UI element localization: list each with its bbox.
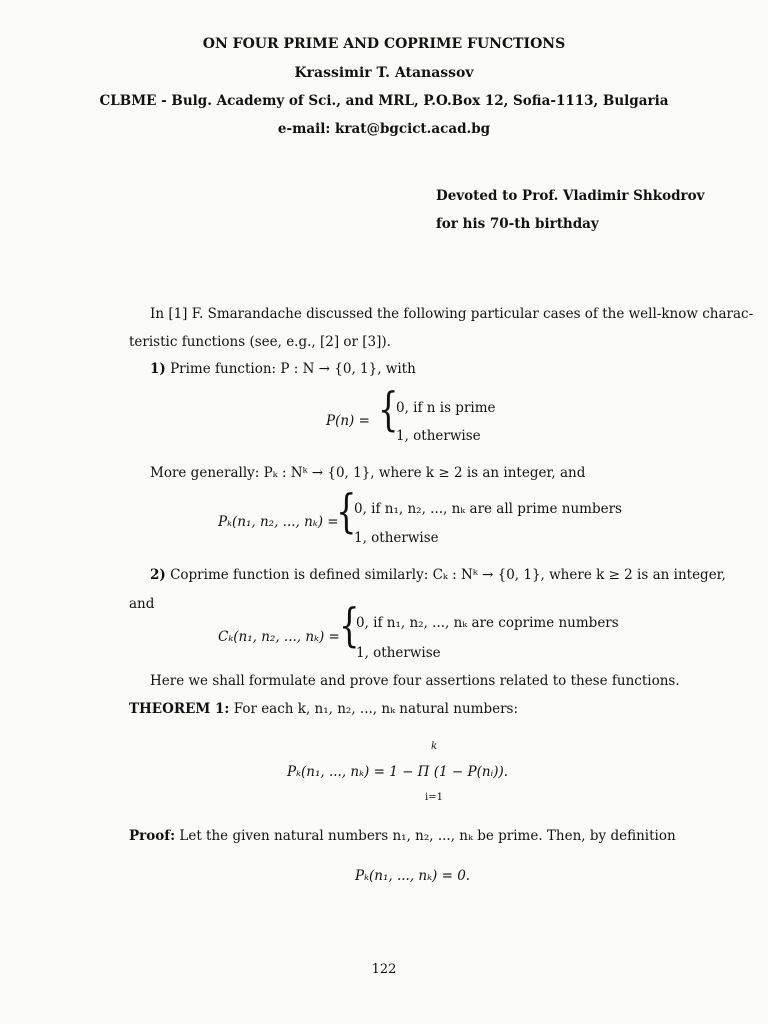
paper-title: ON FOUR PRIME AND COPRIME FUNCTIONS [202,36,566,52]
page-number: 122 [371,962,397,977]
item-2 [150,567,726,583]
intro-line-2: teristic functions (see, e.g., [2] or [3]). [129,334,391,350]
dedication-line-1: Devoted to Prof. Vladimir Shkodrov [436,188,705,204]
eq3-brace: { [339,598,360,652]
eq2-case-1: 0, if n₁, n₂, ..., nₖ are all prime numbers [354,501,622,517]
here-text: Here we shall formulate and prove four assertions related to these functions. [150,673,680,689]
author-email: e-mail: krat@bgcict.acad.bg [277,121,491,137]
theorem-label: THEOREM 1: [129,701,230,717]
eq3-case-2: 1, otherwise [356,645,441,661]
eq2-brace: { [336,484,357,538]
dedication-line-2: for his 70-th birthday [436,216,599,232]
author-affiliation: CLBME - Bulg. Academy of Sci., and MRL, P.O.Box 12, Sofia-1113, Bulgaria [99,93,669,109]
author-name: Krassimir T. Atanassov [294,65,474,81]
eq2-lhs: Pₖ(n₁, n₂, ..., nₖ) = [218,514,339,530]
eq4-main: Pₖ(n₁, ..., nₖ) = 1 − Π (1 − P(nᵢ)). [287,764,509,780]
and-word: and [129,596,155,612]
eq1-case-1: 0, if n is prime [396,400,496,416]
proof-line [129,828,676,844]
item-1-text: Prime function: P : N → {0, 1}, with [170,361,416,377]
eq4-upper-limit: k [431,741,438,752]
eq1-case-2: 1, otherwise [396,428,481,444]
eq4-lower-limit: i=1 [425,792,443,803]
eq3-lhs: Cₖ(n₁, n₂, ..., nₖ) = [218,629,340,645]
eq5: Pₖ(n₁, ..., nₖ) = 0. [355,868,471,884]
theorem-1 [129,701,518,717]
item-1-number: 1) [150,361,166,377]
theorem-text: For each k, n₁, n₂, ..., nₖ natural numbers: [233,701,519,717]
more-generally: More generally: Pₖ : Nᵏ → {0, 1}, where k ≥ 2 is an integer, and [150,465,586,481]
proof-label: Proof: [129,828,176,844]
proof-text: Let the given natural numbers n₁, n₂, ..., nₖ be prime. Then, by definition [179,828,676,844]
eq3-case-1: 0, if n₁, n₂, ..., nₖ are coprime numbers [356,615,619,631]
item-2-number: 2) [150,567,166,583]
item-2-text: Coprime function is defined similarly: Cₖ : Nᵏ → {0, 1}, where k ≥ 2 is an integer, [170,567,726,583]
eq1-lhs: P(n) = [326,413,370,429]
intro-line-1: In [1] F. Smarandache discussed the following particular cases of the well-know charac- [150,306,754,322]
item-1 [150,361,416,377]
eq2-case-2: 1, otherwise [354,530,439,546]
eq1-brace: { [378,382,399,436]
